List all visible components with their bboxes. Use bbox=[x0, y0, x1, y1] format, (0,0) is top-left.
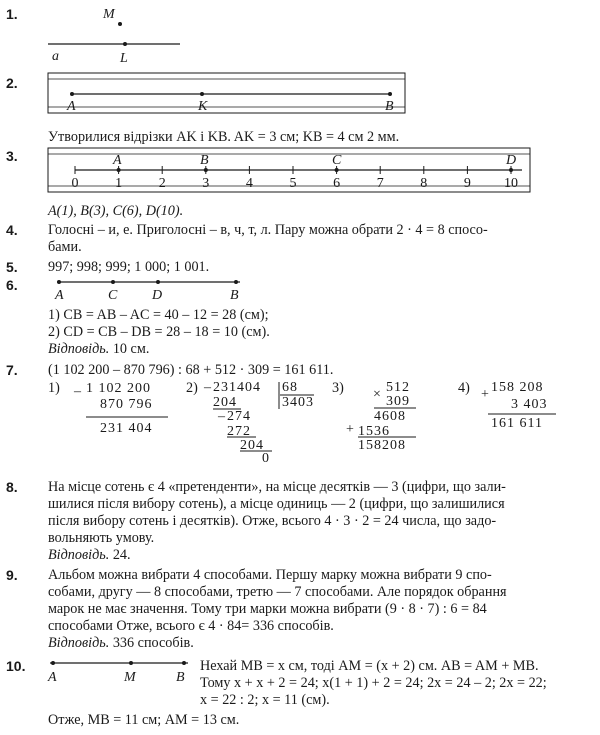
problem-number-8: 8. bbox=[6, 479, 18, 495]
answer-value: 24. bbox=[112, 547, 131, 563]
calc-3-bottom: 309 bbox=[386, 394, 410, 409]
problem-2-text: Утворилися відрізки AK і KB. AK = 3 см; KB = 4 см 2 мм. bbox=[48, 129, 400, 145]
problem-10-line-2: Тому x + x + 2 = 24; x(1 + 1) + 2 = 24; 2x = 24 – 2; 2x = 22; bbox=[200, 675, 547, 691]
calc-label-1: 1) bbox=[48, 380, 60, 396]
label-A: A bbox=[67, 99, 76, 114]
problem-4-line-1: Голосні – и, е. Приголосні – в, ч, т, л. Пару можна обрати 2 · 4 = 8 спосо- bbox=[48, 222, 488, 238]
problem-6-line-1: 1) CB = AB – AC = 40 – 12 = 28 (см); bbox=[48, 307, 269, 323]
label-B: B bbox=[385, 99, 394, 114]
ray-tick-label: 3 bbox=[202, 176, 210, 191]
calc-3-partial-2: 1536 bbox=[358, 424, 390, 439]
label-D: D bbox=[152, 288, 163, 303]
problem-6-line-2: 2) CD = CB – DB = 28 – 18 = 10 (см). bbox=[48, 324, 270, 340]
problem-10-line-4: Отже, MB = 11 см; AM = 13 см. bbox=[48, 712, 240, 728]
calc-2-step-4: 204 bbox=[240, 438, 264, 453]
label-B: B bbox=[176, 670, 185, 685]
problem-number-4: 4. bbox=[6, 222, 18, 238]
label-L: L bbox=[120, 51, 128, 66]
problem-9-line-1: Альбом можна вибрати 4 способами. Першу марку можна вибрати 9 спо- bbox=[48, 567, 492, 583]
label-A: A bbox=[48, 670, 57, 685]
calc-2-remainder: 0 bbox=[262, 451, 270, 466]
label-B: B bbox=[230, 288, 239, 303]
label-M: M bbox=[124, 670, 136, 685]
problem-number-3: 3. bbox=[6, 148, 18, 164]
label-C: C bbox=[332, 153, 342, 168]
label-A: A bbox=[113, 153, 122, 168]
answer-label: Відповідь. bbox=[48, 341, 110, 357]
calc-2-quotient: 3403 bbox=[282, 395, 314, 410]
label-a: a bbox=[52, 49, 59, 64]
calc-1-result: 231 404 bbox=[100, 421, 153, 436]
problem-number-7: 7. bbox=[6, 362, 18, 378]
label-D: D bbox=[506, 153, 517, 168]
calc-2-step-2: 274 bbox=[227, 409, 251, 424]
problem-9-line-2: собами, другу — 8 способами, третю — 7 способами. Але порядок обрання bbox=[48, 584, 507, 600]
problem-number-2: 2. bbox=[6, 75, 18, 91]
ray-tick-label: 6 bbox=[333, 176, 341, 191]
calc-3-partial-1: 4608 bbox=[374, 409, 406, 424]
label-C: C bbox=[108, 288, 118, 303]
ray-tick-label: 0 bbox=[71, 176, 79, 191]
calc-2-step-1: 204 bbox=[213, 395, 237, 410]
label-M: M bbox=[103, 7, 115, 22]
answer-label: Відповідь. bbox=[48, 547, 110, 563]
ray-tick-label: 4 bbox=[245, 176, 253, 191]
calc-3-plus: + bbox=[346, 422, 355, 437]
point-A-dot bbox=[51, 661, 55, 665]
label-B: B bbox=[200, 153, 209, 168]
point-M-dot bbox=[129, 661, 133, 665]
problem-number-9: 9. bbox=[6, 567, 18, 583]
ray-tick-label: 7 bbox=[376, 176, 384, 191]
problem-10-line-1: Нехай MB = x см, тоді AM = (x + 2) см. AB = AM + MB. bbox=[200, 658, 539, 674]
problem-8-line-1: На місце сотень є 4 «претенденти», на місце десятків — 3 (цифри, що зали- bbox=[48, 479, 506, 495]
label-K: K bbox=[198, 99, 208, 114]
calc-label-4: 4) bbox=[458, 380, 470, 396]
answer-value: 10 см. bbox=[112, 341, 150, 357]
problem-10-line-3: x = 22 : 2; x = 11 (см). bbox=[200, 692, 330, 708]
problem-number-10: 10. bbox=[6, 658, 26, 674]
answer-value: 336 способів. bbox=[112, 635, 194, 651]
calc-4-result: 161 611 bbox=[491, 416, 543, 431]
problem-5-text: 997; 998; 999; 1 000; 1 001. bbox=[48, 259, 210, 275]
calc-3-result: 158208 bbox=[358, 438, 406, 453]
ray-tick-label: 5 bbox=[289, 176, 297, 191]
calc-label-2: 2) bbox=[186, 380, 198, 396]
problem-4-line-2: бами. bbox=[48, 239, 82, 255]
ray-tick-label: 2 bbox=[158, 176, 166, 191]
problem-8-line-3: після вибору сотень і десятків). Отже, всього 4 · 3 · 2 = 24 числа, що задо- bbox=[48, 513, 497, 529]
answer-label: Відповідь. bbox=[48, 635, 110, 651]
calc-4-top: 158 208 bbox=[491, 380, 544, 395]
label-A: A bbox=[55, 288, 64, 303]
problem-number-1: 1. bbox=[6, 6, 18, 22]
problem-3-answer: A(1), B(3), C(6), D(10). bbox=[48, 203, 184, 219]
problem-number-5: 5. bbox=[6, 259, 18, 275]
calc-1-minus: – bbox=[74, 384, 82, 399]
calc-4-plus: + bbox=[481, 387, 490, 402]
problem-9-line-3: марок не має значення. Тому три марки можна вибрати (9 · 8 · 7) : 6 = 84 bbox=[48, 601, 487, 617]
ray-tick-label: 8 bbox=[420, 176, 428, 191]
calc-2-divisor: 68 bbox=[282, 380, 298, 395]
calc-1-bottom: 870 796 bbox=[100, 397, 153, 412]
problem-8-line-4: вольняють умову. bbox=[48, 530, 155, 546]
calc-2-minus-1: – bbox=[204, 380, 212, 395]
calc-label-3: 3) bbox=[332, 380, 344, 396]
problem-7-expression: (1 102 200 – 870 796) : 68 + 512 · 309 = 161 611. bbox=[48, 362, 334, 378]
problem-8-line-2: шилися після вибору сотень), а місце одиниць — 2 (цифри, що залишилися bbox=[48, 496, 505, 512]
calc-3-top: 512 bbox=[386, 380, 410, 395]
ray-tick-label: 1 bbox=[115, 176, 123, 191]
calc-2-step-3: 272 bbox=[227, 424, 251, 439]
calc-3-times: × bbox=[373, 387, 382, 402]
calc-4-bottom: 3 403 bbox=[511, 397, 548, 412]
problem-number-6: 6. bbox=[6, 277, 18, 293]
ray-tick-label: 10 bbox=[504, 176, 518, 191]
calc-2-minus-2: – bbox=[218, 409, 226, 424]
problem-9-line-4: способами Отже, всього є 4 · 84= 336 способів. bbox=[48, 618, 334, 634]
calc-1-top: 1 102 200 bbox=[86, 381, 151, 396]
point-B-dot bbox=[182, 661, 186, 665]
calc-2-dividend: 231404 bbox=[213, 380, 261, 395]
ray-tick-label: 9 bbox=[463, 176, 471, 191]
